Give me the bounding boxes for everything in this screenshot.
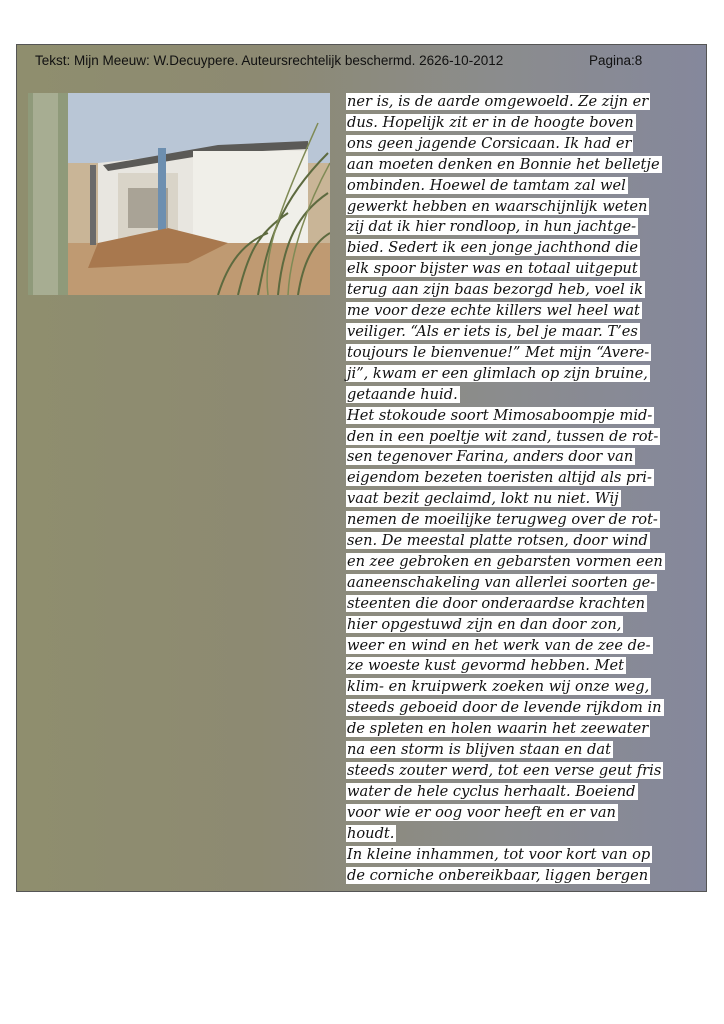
text-line-content: steeds geboeid door de levende rijkdom in — [347, 699, 662, 717]
text-line-content: bied. Sedert ik een jonge jachthond die — [347, 239, 639, 257]
text-line — [346, 113, 702, 134]
text-line-content: Het stokoude soort Mimosaboompje mid- — [347, 406, 653, 424]
body-text — [346, 92, 702, 886]
text-line — [346, 845, 702, 866]
text-line-content: klim- en kruipwerk zoeken wij onze weg, — [347, 678, 650, 696]
text-line — [346, 427, 702, 448]
text-line — [346, 322, 702, 343]
text-line — [346, 468, 702, 489]
page-header: Tekst: Mijn Meeuw: W.Decuypere. Auteursrechtelijk beschermd. 2626-10-2012 — [35, 53, 504, 68]
text-line — [346, 615, 702, 636]
text-line-content: aaneenschakeling van allerlei soorten ge- — [347, 573, 656, 591]
text-line-content: aan moeten denken en Bonnie het belletje — [347, 155, 660, 173]
text-line — [346, 301, 702, 322]
text-line-content: water de hele cyclus herhaalt. Boeiend — [347, 782, 636, 800]
text-line-content: nemen de moeilijke terugweg over de rot- — [347, 511, 658, 529]
text-line — [346, 406, 702, 427]
text-line — [346, 552, 702, 573]
text-line-content: de spleten en holen waarin het zeewater — [347, 720, 649, 738]
text-line-content: gewerkt hebben en waarschijnlijk weten — [347, 197, 648, 215]
text-line-content: dus. Hopelijk zit er in de hoogte boven — [347, 113, 634, 131]
photo — [28, 93, 330, 295]
page-panel — [16, 44, 707, 892]
text-line — [346, 197, 702, 218]
text-line-content: zij dat ik hier rondloop, in hun jachtge- — [347, 218, 637, 236]
text-line-content: sen tegenover Farina, anders door van — [347, 448, 634, 466]
text-line-content: In kleine inhammen, tot voor kort van op — [347, 845, 651, 863]
text-line — [346, 217, 702, 238]
text-line — [346, 656, 702, 677]
text-line-content: elk spoor bijster was en totaal uitgeput — [347, 260, 638, 278]
text-line — [346, 280, 702, 301]
text-line-content: weer en wind en het werk van de zee de- — [347, 636, 651, 654]
text-line-content: eigendom bezeten toeristen altijd als pri- — [347, 469, 652, 487]
text-line-content: ombinden. Hoewel de tamtam zal wel — [347, 176, 626, 194]
text-line — [346, 698, 702, 719]
text-line — [346, 719, 702, 740]
text-line — [346, 677, 702, 698]
text-line — [346, 489, 702, 510]
text-line-content: veiliger. “Als er iets is, bel je maar. T’es — [347, 322, 638, 340]
text-line — [346, 594, 702, 615]
text-line-content: houdt. — [347, 824, 395, 842]
text-line-content: en zee gebroken en gebarsten vormen een — [347, 552, 663, 570]
text-line — [346, 134, 702, 155]
text-line-content: na een storm is blijven staan en dat — [347, 741, 611, 759]
text-line-content: ner is, is de aarde omgewoeld. Ze zijn er — [347, 93, 649, 110]
text-line-content: sen. De meestal platte rotsen, door wind — [347, 532, 648, 550]
text-line-content: den in een poeltje wit zand, tussen de rot- — [347, 427, 659, 445]
text-line-content: de corniche onbereikbaar, liggen bergen — [347, 866, 649, 884]
text-line — [346, 364, 702, 385]
photo-covered-walkway-icon — [28, 93, 330, 295]
text-line-content: vaat bezit geclaimd, lokt nu niet. Wij — [347, 490, 619, 508]
text-line-content: ze woeste kust gevormd hebben. Met — [347, 657, 625, 675]
text-line-content: ons geen jagende Corsicaan. Ik had er — [347, 134, 632, 152]
text-line — [346, 636, 702, 657]
text-line-content: steenten die door onderaardse krachten — [347, 594, 645, 612]
text-line-content: terug aan zijn baas bezorgd heb, voel ik — [347, 281, 643, 299]
text-line — [346, 155, 702, 176]
page-number: Pagina:8 — [589, 53, 643, 68]
text-line-content: hier opgestuwd zijn en dan door zon, — [347, 615, 622, 633]
text-line-content: ji”, kwam er een glimlach op zijn bruine, — [347, 364, 648, 382]
text-line — [346, 176, 702, 197]
text-line-content: toujours le bienvenue!” Met mijn “Avere- — [347, 343, 650, 361]
text-line — [346, 803, 702, 824]
text-line — [346, 866, 702, 887]
text-line — [346, 740, 702, 761]
text-line — [346, 573, 702, 594]
text-line — [346, 531, 702, 552]
text-line-content: getaande huid. — [347, 385, 458, 403]
text-line — [346, 92, 702, 113]
text-line — [346, 238, 702, 259]
text-line — [346, 761, 702, 782]
text-line — [346, 782, 702, 803]
text-line — [346, 510, 702, 531]
text-line — [346, 385, 702, 406]
text-line-content: voor wie er oog voor heeft en er van — [347, 803, 616, 821]
text-line — [346, 824, 702, 845]
text-line — [346, 259, 702, 280]
text-line-content: steeds zouter werd, tot een verse geut fris — [347, 762, 662, 779]
text-line — [346, 447, 702, 468]
text-line — [346, 343, 702, 364]
text-line-content: me voor deze echte killers wel heel wat — [347, 302, 640, 320]
